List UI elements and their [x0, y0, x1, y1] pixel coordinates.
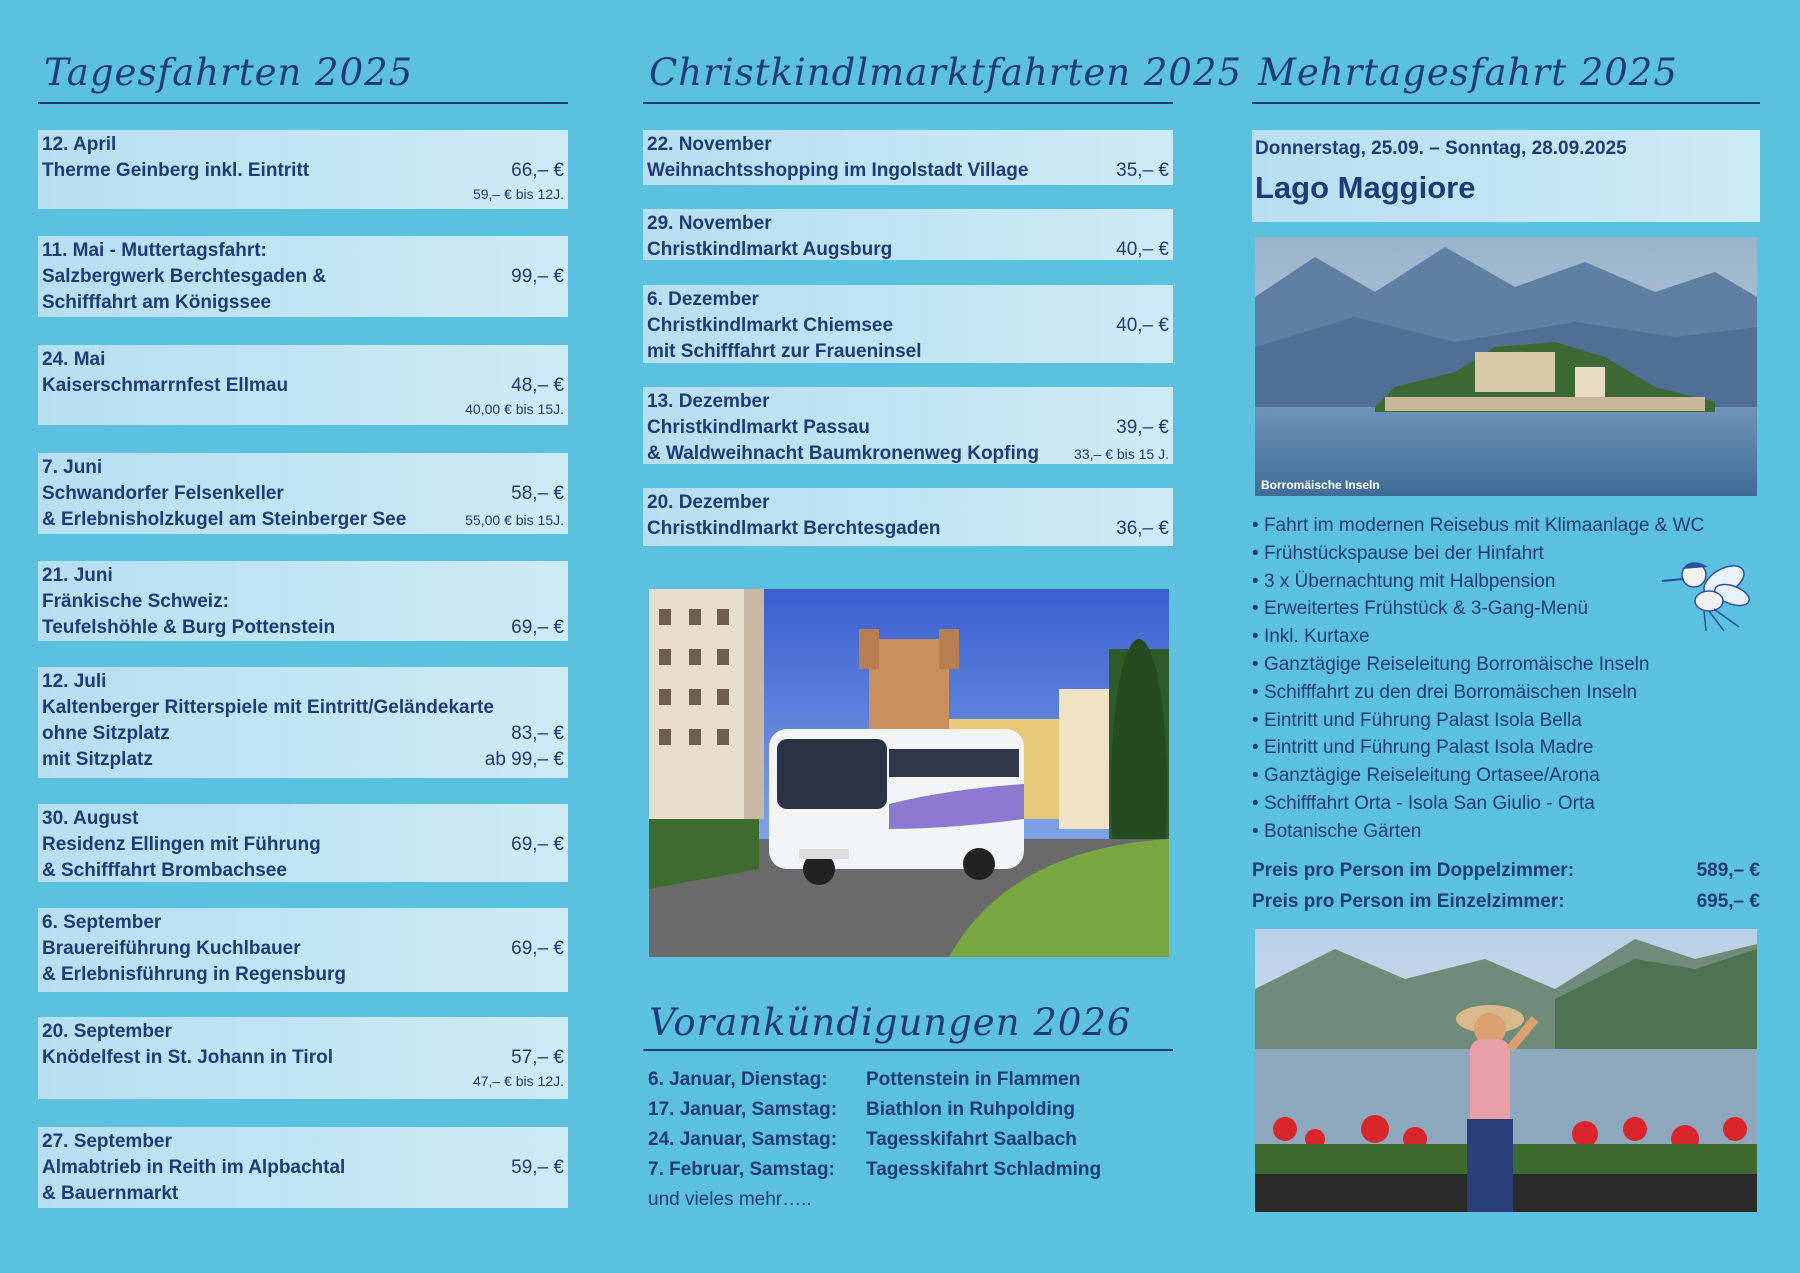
feature-item: • Erweitertes Frühstück & 3-Gang-Menü: [1252, 595, 1760, 623]
divider: [643, 1049, 1173, 1051]
bus-photo: [649, 589, 1169, 957]
trip-text: Christkindlmarkt Chiemsee: [647, 315, 894, 336]
announcement-row: [648, 1155, 1101, 1185]
trip-text: & Bauernmarkt: [42, 1183, 179, 1204]
trip-text: Schwandorfer Felsenkeller: [42, 483, 284, 504]
trip-text: Teufelshöhle & Burg Pottenstein: [42, 617, 336, 638]
trip-line: [42, 264, 564, 290]
feature-item: • Fahrt im modernen Reisebus mit Klimaanlage & WC: [1252, 512, 1760, 540]
trip-line: [42, 1155, 564, 1181]
trip-date: [42, 347, 564, 373]
trip-date: [42, 1019, 564, 1045]
trip-line: [42, 1045, 564, 1071]
announcement-row: [648, 1125, 1101, 1155]
trip-card: [38, 667, 568, 778]
trip-text: & Erlebnisführung in Regensburg: [42, 964, 347, 985]
trip-line: [42, 507, 564, 533]
price-double-label: Preis pro Person im Doppelzimmer:: [1252, 860, 1575, 881]
feature-item: • Frühstückspause bei der Hinfahrt: [1252, 540, 1760, 568]
trip-card: [38, 908, 568, 992]
trip-card: [38, 130, 568, 209]
trip-price: 40,– €: [1116, 315, 1169, 336]
trip-line: [42, 962, 564, 988]
trip-date: [647, 389, 1169, 415]
trip-date: [42, 455, 564, 481]
trip-text: Knödelfest in St. Johann in Tirol: [42, 1047, 333, 1068]
trip-text: Kaiserschmarrnfest Ellmau: [42, 375, 289, 396]
divider: [1252, 102, 1760, 104]
trip-price: 59,– €: [511, 1157, 564, 1178]
trip-text: mit Sitzplatz: [42, 749, 153, 770]
trip-text: Schifffahrt am Königssee: [42, 292, 272, 313]
trip-text: 22. November: [647, 134, 772, 155]
trip-price: 48,– €: [511, 375, 564, 396]
trip-price: 57,– €: [511, 1047, 564, 1068]
trip-line: [647, 237, 1169, 263]
trip-line: [647, 415, 1169, 441]
feature-item: • Schifffahrt zu den drei Borromäischen Inseln: [1252, 679, 1760, 707]
trip-card: [643, 130, 1173, 185]
announcement-row: [648, 1095, 1101, 1125]
feature-item: • Ganztägige Reiseleitung Borromäische Inseln: [1252, 651, 1760, 679]
trip-card: [643, 387, 1173, 464]
announcements-heading: Vorankündigungen 2026: [649, 1001, 1132, 1044]
trip-line: [42, 290, 564, 316]
price-single-row: [1252, 891, 1760, 913]
day-trips-heading: Tagesfahrten 2025: [44, 51, 414, 94]
trip-text: 6. Dezember: [647, 289, 759, 310]
photo-caption: Borromäische Inseln: [1261, 478, 1380, 492]
trip-text: 6. September: [42, 912, 162, 933]
island-photo: [1255, 237, 1757, 496]
announcement-event: Tagesskifahrt Schladming: [866, 1159, 1102, 1180]
announcement-event: Pottenstein in Flammen: [866, 1069, 1081, 1090]
trip-card: [38, 236, 568, 317]
announcement-event: Biathlon in Ruhpolding: [866, 1099, 1075, 1120]
trip-line: [647, 516, 1169, 542]
trip-price: 83,– €: [511, 723, 564, 744]
trip-date: [42, 132, 564, 158]
trip-price: 40,– €: [1116, 239, 1169, 260]
trip-line: [42, 936, 564, 962]
trip-date: [647, 490, 1169, 516]
trip-card: [38, 561, 568, 641]
trip-date: [42, 1129, 564, 1155]
trip-line: [42, 695, 564, 721]
trip-text: Therme Geinberg inkl. Eintritt: [42, 160, 310, 181]
trip-price: 99,– €: [511, 266, 564, 287]
trip-date: [647, 211, 1169, 237]
trip-text: 30. August: [42, 808, 139, 829]
trip-date: [647, 132, 1169, 158]
divider: [643, 102, 1173, 104]
trip-text: 12. April: [42, 134, 117, 155]
announcements-more: und vieles mehr…..: [648, 1189, 812, 1210]
trip-price: 39,– €: [1116, 417, 1169, 438]
announcement-date: 7. Februar, Samstag:: [648, 1159, 835, 1180]
announcement-date: 24. Januar, Samstag:: [648, 1129, 838, 1150]
feature-item: • Ganztägige Reiseleitung Ortasee/Arona: [1252, 762, 1760, 790]
feature-item: • 3 x Übernachtung mit Halbpension: [1252, 568, 1760, 596]
trip-card: [643, 285, 1173, 363]
trip-date: [42, 563, 564, 589]
trip-text: & Waldweihnacht Baumkronenweg Kopfing: [647, 443, 1039, 464]
trip-text: & Erlebnisholzkugel am Steinberger See: [42, 509, 407, 530]
feature-item: • Eintritt und Führung Palast Isola Madre: [1252, 734, 1760, 762]
trip-text: Almabtrieb in Reith im Alpbachtal: [42, 1157, 346, 1178]
christmas-trips-heading: Christkindlmarktfahrten 2025: [649, 51, 1243, 94]
announcements-list: [648, 1065, 1101, 1215]
trip-card: [38, 453, 568, 534]
trip-card: [38, 345, 568, 425]
trip-line: [647, 441, 1169, 467]
trip-text: Weihnachtsshopping im Ingolstadt Village: [647, 160, 1029, 181]
trip-date: [42, 238, 564, 264]
trip-price: 58,– €: [511, 483, 564, 504]
announcement-event: Tagesskifahrt Saalbach: [866, 1129, 1077, 1150]
trip-child-price: 59,– € bis 12J.: [472, 186, 564, 202]
divider: [38, 102, 568, 104]
trip-line: [42, 721, 564, 747]
trip-price: 69,– €: [511, 834, 564, 855]
trip-line: [42, 615, 564, 641]
trip-line: [42, 832, 564, 858]
multi-day-date: Donnerstag, 25.09. – Sonntag, 28.09.2025: [1255, 138, 1627, 159]
trip-card: [38, 1127, 568, 1208]
trip-card: [38, 1017, 568, 1099]
trip-text: Kaltenberger Ritterspiele mit Eintritt/Geländekarte: [42, 697, 494, 718]
trip-card: [643, 488, 1173, 546]
trip-text: Christkindlmarkt Passau: [647, 417, 870, 438]
trip-line: [647, 339, 1169, 365]
trip-line: [42, 589, 564, 615]
trip-child-price: 47,– € bis 12J.: [472, 1073, 564, 1089]
trip-price: 66,– €: [511, 160, 564, 181]
trip-line: [42, 858, 564, 884]
trip-text: Christkindlmarkt Berchtesgaden: [647, 518, 941, 539]
trip-text: 12. Juli: [42, 671, 107, 692]
trip-text: 20. September: [42, 1021, 172, 1042]
trip-text: Fränkische Schweiz:: [42, 591, 229, 612]
announcement-date: 17. Januar, Samstag:: [648, 1099, 838, 1120]
price-double-row: [1252, 860, 1760, 882]
multi-day-heading: Mehrtagesfahrt 2025: [1258, 51, 1678, 94]
trip-text: 24. Mai: [42, 349, 106, 370]
trip-price: 35,– €: [1116, 160, 1169, 181]
feature-item: • Botanische Gärten: [1252, 818, 1760, 846]
trip-line: [42, 1181, 564, 1207]
trip-price: 36,– €: [1116, 518, 1169, 539]
trip-text: mit Schifffahrt zur Fraueninsel: [647, 341, 922, 362]
trip-price: ab 99,– €: [484, 749, 564, 770]
feature-item: • Schifffahrt Orta - Isola San Giulio - Orta: [1252, 790, 1760, 818]
trip-price: 33,– € bis 15 J.: [1074, 446, 1169, 462]
trip-date: [42, 910, 564, 936]
trip-price: 55,00 € bis 15J.: [465, 512, 564, 528]
trip-line: [42, 373, 564, 399]
trip-line: [42, 747, 564, 773]
trip-text: 11. Mai - Muttertagsfahrt:: [42, 240, 267, 261]
trip-text: 21. Juni: [42, 565, 113, 586]
trip-date: [42, 806, 564, 832]
trip-text: Christkindlmarkt Augsburg: [647, 239, 893, 260]
trip-line: [647, 158, 1169, 184]
trip-price: 69,– €: [511, 938, 564, 959]
price-single-value: 695,– €: [1696, 891, 1760, 912]
announcement-row: [648, 1065, 1101, 1095]
trip-text: & Schifffahrt Brombachsee: [42, 860, 287, 881]
trip-text: ohne Sitzplatz: [42, 723, 170, 744]
woman-lake-photo: [1255, 929, 1757, 1212]
announcement-date: 6. Januar, Dienstag:: [648, 1069, 828, 1090]
trip-line: [42, 158, 564, 184]
trip-date: [647, 287, 1169, 313]
price-single-label: Preis pro Person im Einzelzimmer:: [1252, 891, 1565, 912]
trip-card: [643, 209, 1173, 260]
trip-text: 13. Dezember: [647, 391, 770, 412]
trip-child-price: 40,00 € bis 15J.: [465, 401, 564, 417]
trip-line: [42, 481, 564, 507]
trip-text: Brauereiführung Kuchlbauer: [42, 938, 301, 959]
trip-text: Salzbergwerk Berchtesgaden &: [42, 266, 327, 287]
price-double-value: 589,– €: [1696, 860, 1760, 881]
trip-line: [647, 313, 1169, 339]
multi-day-header-box: [1252, 130, 1760, 222]
trip-text: 7. Juni: [42, 457, 103, 478]
multi-day-title: Lago Maggiore: [1255, 170, 1476, 205]
trip-text: 20. Dezember: [647, 492, 770, 513]
trip-price: 69,– €: [511, 617, 564, 638]
feature-item: • Eintritt und Führung Palast Isola Bella: [1252, 707, 1760, 735]
feature-item: • Inkl. Kurtaxe: [1252, 623, 1760, 651]
trip-text: Residenz Ellingen mit Führung: [42, 834, 321, 855]
trip-text: 29. November: [647, 213, 772, 234]
trip-text: 27. September: [42, 1131, 172, 1152]
mascot-mosquito-icon: [1654, 551, 1754, 635]
trip-card: [38, 804, 568, 882]
trip-date: [42, 669, 564, 695]
